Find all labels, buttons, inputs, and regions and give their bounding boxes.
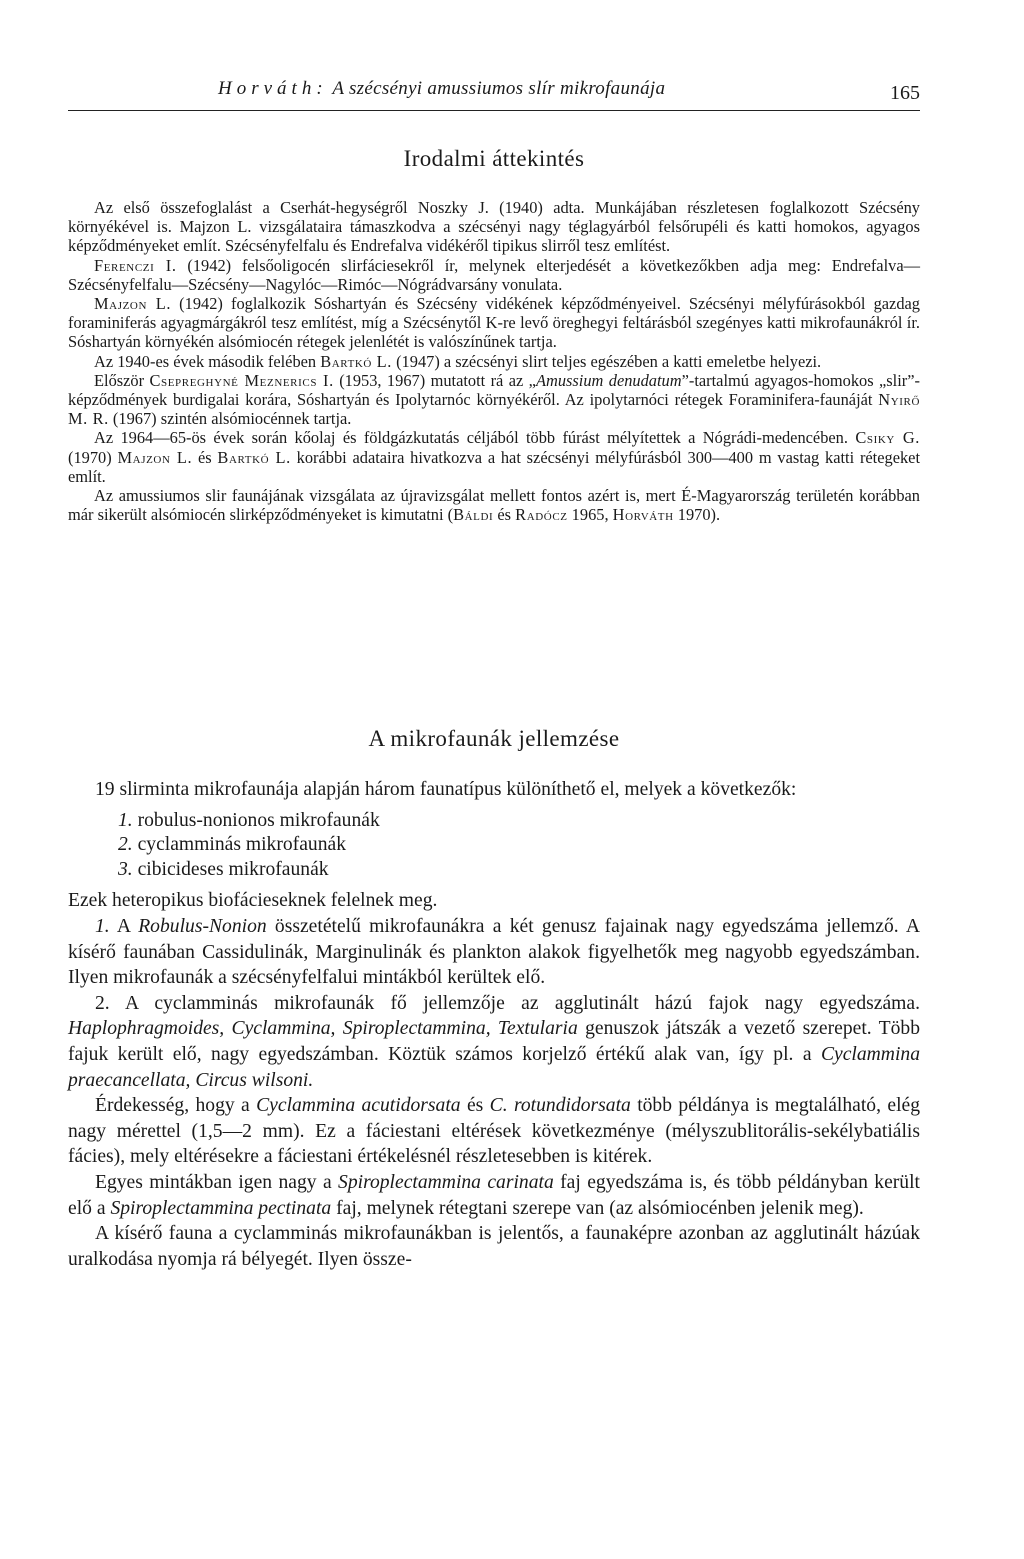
paragraph-text: A <box>109 915 139 937</box>
list-number: 2. <box>118 834 133 856</box>
list-text: robulus-nonionos mikrofaunák <box>132 809 380 831</box>
taxon-name: Cyclammina praecancellata, Circus wilsoni. <box>68 1043 920 1091</box>
literature-review-body <box>68 198 920 524</box>
header-rule <box>68 110 920 111</box>
paragraph <box>68 198 920 256</box>
paragraph-text: Egyes mintákban igen nagy a <box>95 1171 339 1193</box>
running-header <box>68 74 920 114</box>
list-number: 1. <box>118 809 133 831</box>
page-number: 165 <box>890 82 920 104</box>
author-name: Horváth <box>612 505 674 525</box>
running-head-author: Horváth: <box>218 78 328 99</box>
paragraph-text: Az első összefoglalást a Cserhát-hegységről Noszky J. (1940) adta. Munkájában részletesen foglalkozott Szécsény környékével is. Majzon L. vizsgálataira támaszkodva a szécsényi nagy téglagyárból felsőrupéli és katti homokos, agyagos képződményeket említ. Szécsényfelfalu és Endrefalva vidékéről tipikus slirről tesz említést. <box>68 198 920 256</box>
list-number: 3. <box>118 858 133 880</box>
author-name: Nyirő M. R. <box>68 390 920 429</box>
paragraph-text: korábbi adataira hivatkozva a hat szécsényi mélyfúrásból 300—400 m vastag katti rétegeket említ. <box>68 447 920 486</box>
taxon-name: C. rotundidorsata <box>489 1095 631 1117</box>
fauna-type-list <box>118 809 920 883</box>
paragraph-text: (1967) szintén alsómiocénnek tartja. <box>108 409 352 429</box>
section-title-literature: Irodalmi áttekintés <box>403 146 585 171</box>
running-head-title: A szécsényi amussiumos slír mikrofaunája <box>332 78 666 99</box>
paragraph-text: összetételű mikrofaunákra a két genusz fajainak nagy egyedszáma jellemző. A kísérő faunában Cassidulinák, Marginulinák és plankton alakok figyelhetők meg nagyobb egyedszámban. Ilyen mikrofaunák a szécsényfelfalui mintákból kerültek elő. <box>68 915 920 989</box>
paragraph-text: 2. A cyclamminás mikrofaunák fő jellemzője az agglutinált házú fajok nagy egyedszáma. <box>95 992 920 1014</box>
paragraph-text: (1942) foglalkozik Sóshartyán és Szécsény vidékének képződményeivel. Szécsényi mélyfúrásokból gazdag foraminiferás agyagmárgákról tesz említést, míg a Szécsénytől K-re levő öreghegyi feltárásból szegényes katti mikrofaunákról ír. Sóshartyán környékén alsómiocén rétegek jelenlétét is valószínűnek tartja. <box>68 294 921 352</box>
paragraph-text: több példánya is megtalálható, elég nagy mérettel (1,5—2 mm). Ez a fáciestani eltérések következménye (mélyszublitorális-sekélybatiális fácies), mely eltérésekre a fáciestani értékelésnél részletesebben is kitérek. <box>68 1095 921 1168</box>
paragraph <box>68 352 920 371</box>
paragraph-text: Az 1964—65-ös évek során kőolaj és földgázkutatás céljából több fúrást mélyítettek a Nógrádi-medencében. <box>94 428 856 448</box>
list-item <box>118 858 920 883</box>
paragraph <box>68 1170 920 1221</box>
paragraph <box>68 888 920 914</box>
page <box>68 0 920 1559</box>
author-name: Báldi <box>453 505 494 525</box>
paragraph <box>68 914 920 991</box>
paragraph <box>68 294 920 352</box>
author-name: Bartkó L. <box>217 447 291 467</box>
list-text: cibicideses mikrofaunák <box>132 858 329 880</box>
taxon-name: Spiroplectammina pectinata <box>110 1197 332 1219</box>
taxon-name: Cyclammina acutidorsata <box>256 1095 461 1117</box>
paragraph-text: faj, melynek rétegtani szerepe van (az alsómiocénben jelenik meg). <box>331 1197 864 1219</box>
paragraph <box>68 991 920 1093</box>
paragraph <box>68 428 920 486</box>
paragraph-text: ”-tartalmú agyagos-homokos „slir”-képződmények burdigalai korára, Sóshartyán és Ipolytarnóc környékéről. Az ipolytarnóci rétegek Foraminifera-faunáját <box>68 370 920 410</box>
paragraph-text: genuszok játszák a vezető szerepet. Több fajuk került elő, nagy egyedszámban. Köztük számos korjelző értékű alak van, így pl. a <box>68 1018 920 1065</box>
section-title-microfauna: A mikrofaunák jellemzése <box>368 726 620 751</box>
author-name: Csiky G. <box>855 428 920 448</box>
paragraph <box>68 777 920 803</box>
running-head <box>218 78 665 100</box>
paragraph-text: és <box>460 1095 490 1117</box>
list-item <box>118 809 920 834</box>
paragraph-text: Az 1940-es évek második felében <box>94 351 321 371</box>
paragraph <box>68 1221 920 1272</box>
paragraph-number: 1. <box>95 915 110 937</box>
paragraph-text: Ezek heteropikus biofácieseknek felelnek meg. <box>68 890 438 912</box>
paragraph-text: 1965, <box>567 505 613 525</box>
paragraph-text: és <box>493 505 516 525</box>
author-name: Ferenczi I. <box>94 255 177 275</box>
paragraph-text: (1942) felsőoligocén slirfáciesekről ír, melynek elterjedését a következőkben adja meg: Endrefalva—Szécsényfelfalu—Szécsény—Nagylóc—Rimóc—Nógrádvarsány vonulata. <box>68 255 920 294</box>
paragraph <box>68 256 920 294</box>
paragraph-text: A kísérő fauna a cyclamminás mikrofaunákban is jelentős, a faunaképre azonban az agglutinált házúak uralkodása nyomja rá bélyegét. Ilyen össze- <box>68 1223 920 1270</box>
author-name: Csepreghyné Meznerics I. <box>149 370 334 390</box>
paragraph-text: Az amussiumos slir faunájának vizsgálata az újravizsgálat mellett fontos azért is, mert É-Magyarország területén korábban már sikerült alsómiocén slirképződményeket is kimutatni ( <box>68 486 920 525</box>
taxon-name: Spiroplectammina carinata <box>338 1171 554 1193</box>
paragraph <box>68 371 920 429</box>
taxon-name: Robulus-Nonion <box>138 915 267 937</box>
paragraph-text: (1947) a szécsényi slirt teljes egészében a katti emeletbe helyezi. <box>392 351 822 371</box>
paragraph-text: Először <box>94 370 150 390</box>
paragraph-text: faj egyedszáma is, és több példányban került elő a <box>68 1171 920 1219</box>
list-item <box>118 833 920 858</box>
author-name: Radócz <box>515 505 568 525</box>
paragraph <box>68 1093 920 1170</box>
paragraph-text: Érdekesség, hogy a <box>95 1095 257 1117</box>
paragraph-text: 19 slirminta mikrofaunája alapján három faunatípus különíthető el, melyek a következők: <box>95 779 797 800</box>
paragraph-text: 1970). <box>673 505 721 525</box>
author-name: Majzon L. <box>117 447 193 467</box>
author-name: Majzon L. <box>94 294 172 314</box>
paragraph-text: (1970) <box>68 447 118 467</box>
author-name: Bartkó L. <box>320 351 392 371</box>
microfauna-body <box>68 777 920 1272</box>
taxon-name: Amussium denudatum <box>535 370 682 390</box>
paragraph-text: és <box>192 447 218 467</box>
list-text: cyclamminás mikrofaunák <box>132 834 346 856</box>
paragraph <box>68 486 920 524</box>
paragraph-text: (1953, 1967) mutatott rá az „ <box>333 370 536 390</box>
taxon-name: Haplophragmoides, Cyclammina, Spiroplectammina, Textularia <box>68 1018 578 1040</box>
